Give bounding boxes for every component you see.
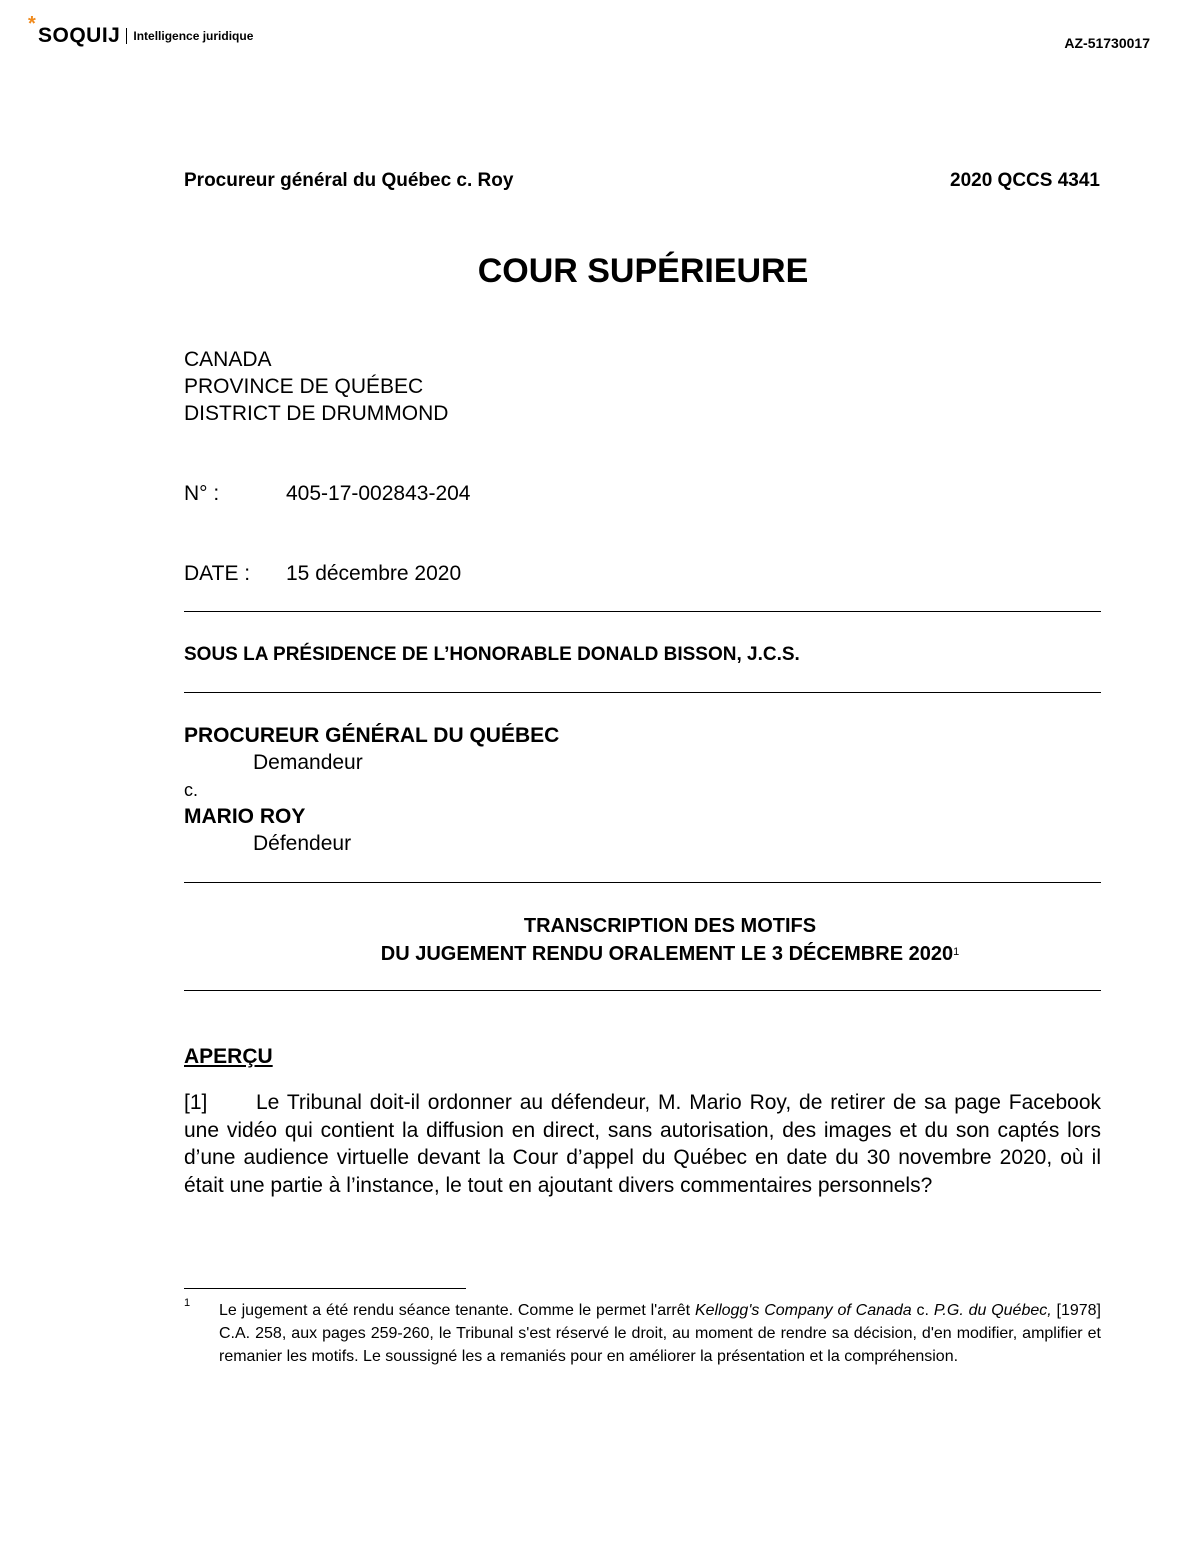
plaintiff-name: PROCUREUR GÉNÉRAL DU QUÉBEC bbox=[184, 724, 560, 747]
reference-id: AZ-51730017 bbox=[1064, 35, 1150, 51]
section-heading: APERÇU bbox=[184, 1045, 273, 1068]
file-number-value: 405-17-002843-204 bbox=[286, 482, 471, 505]
footnote-text bbox=[219, 1299, 1101, 1368]
date-label: DATE : bbox=[184, 562, 251, 585]
judgment-title-line1: TRANSCRIPTION DES MOTIFS bbox=[523, 915, 817, 937]
jurisdiction-country: CANADA bbox=[184, 348, 272, 371]
logo-divider bbox=[126, 28, 127, 44]
court-name: COUR SUPÉRIEURE bbox=[477, 252, 809, 290]
paragraph-1 bbox=[184, 1089, 1101, 1199]
footnote-text-part: [1978] C.A. 258, aux pages 259-260, le Tribunal s'est réservé le droit, au moment de rendre sa décision, d'en modifier, amplifier et remanier les motifs. Le soussigné les a remaniés pour en améliorer la présentation et la compréhension. bbox=[219, 1302, 1101, 1365]
footnote-case-name: P.G. du Québec, bbox=[933, 1302, 1052, 1319]
footnote-number: 1 bbox=[184, 1297, 191, 1309]
presiding-judge: SOUS LA PRÉSIDENCE DE L’HONORABLE DONALD BISSON, J.C.S. bbox=[184, 644, 800, 665]
footnote-case-name: Kellogg's Company of Canada bbox=[694, 1302, 912, 1319]
jurisdiction-block bbox=[184, 346, 448, 427]
asterisk-icon: * bbox=[28, 13, 36, 35]
date-value: 15 décembre 2020 bbox=[286, 562, 462, 585]
logo-brand: SOQUIJ bbox=[38, 24, 121, 47]
judgment-title-line2: DU JUGEMENT RENDU ORALEMENT LE 3 DÉCEMBRE 2020 bbox=[380, 943, 954, 965]
footnote-text-part: Le jugement a été rendu séance tenante. Comme le permet l'arrêt bbox=[219, 1302, 695, 1319]
neutral-citation: 2020 QCCS 4341 bbox=[950, 170, 1100, 191]
divider bbox=[184, 882, 1101, 883]
soquij-logo bbox=[28, 14, 253, 48]
defendant-role: Défendeur bbox=[253, 832, 352, 855]
paragraph-number: [1] bbox=[184, 1091, 208, 1114]
footnote-text-part: c. bbox=[911, 1302, 934, 1319]
judgment-title bbox=[184, 912, 1156, 968]
file-number-label: N° : bbox=[184, 482, 220, 505]
footnote-reference[interactable]: 1 bbox=[953, 946, 960, 958]
logo-tagline: Intelligence juridique bbox=[133, 29, 254, 43]
footnote-separator bbox=[184, 1288, 466, 1289]
jurisdiction-province: PROVINCE DE QUÉBEC bbox=[184, 375, 424, 398]
case-title: Procureur général du Québec c. Roy bbox=[184, 170, 514, 191]
versus-label: c. bbox=[184, 780, 199, 800]
divider bbox=[184, 692, 1101, 693]
divider bbox=[184, 611, 1101, 612]
defendant-name: MARIO ROY bbox=[184, 805, 306, 828]
plaintiff-role: Demandeur bbox=[253, 751, 363, 774]
divider bbox=[184, 990, 1101, 991]
paragraph-text: Le Tribunal doit-il ordonner au défendeur, M. Mario Roy, de retirer de sa page Facebook une vidéo qui contient la diffusion en direct, sans autorisation, des images et du son captés lors d’une audience virtuelle devant la Cour d’appel du Québec en date du 30 novembre 2020, où il était une partie à l’instance, le tout en ajoutant divers commentaires personnels? bbox=[184, 1091, 1101, 1197]
jurisdiction-district: DISTRICT DE DRUMMOND bbox=[184, 402, 449, 425]
judgment-title-line2-wrap bbox=[184, 940, 1156, 968]
